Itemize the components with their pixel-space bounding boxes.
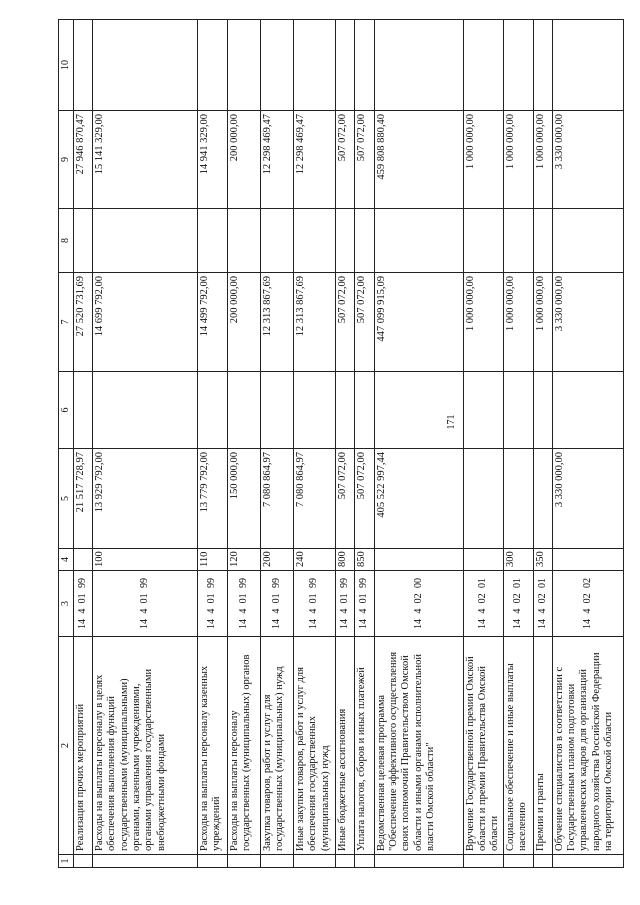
code-part: 01 [77,593,88,604]
value-cell [260,372,293,449]
table-row [293,20,335,868]
code-part: 02 [581,578,593,589]
value-cell: 12 298 469,47 [293,111,335,209]
value-cell: 21 517 728,97 [74,449,93,549]
value-cell [74,372,93,449]
codes-cell [503,571,533,637]
kvr-cell: 800 [335,549,354,571]
value-cell [293,372,335,449]
row-spacer-cell [374,855,463,868]
value-cell: 14 941 329,00 [197,111,227,209]
value-cell: 1 000 000,00 [463,273,503,372]
code-part: 00 [412,578,424,589]
code-part: 02 [412,593,424,604]
code-part: 01 [237,593,249,604]
table-row [74,20,93,868]
table-row [354,20,374,868]
code-part: 14 [477,619,489,629]
code-part: 99 [358,578,370,589]
code-part: 4 [237,608,249,614]
value-cell: 507 072,00 [354,111,374,209]
code-part: 4 [477,608,489,614]
code-part: 01 [512,578,524,589]
table-row [260,20,293,868]
codes-cell [197,571,227,637]
value-cell: 1 000 000,00 [463,111,503,209]
codes-cell [463,571,503,637]
header-cell: 2 [59,637,74,855]
value-cell: 14 699 792,00 [92,273,197,372]
row-spacer-cell [552,855,623,868]
rotated-table-container [58,20,615,868]
kvr-cell: 120 [227,549,260,571]
value-cell: 12 313 867,69 [293,273,335,372]
value-cell: 14 499 792,00 [197,273,227,372]
value-cell: 507 072,00 [335,273,354,372]
value-cell: 15 141 329,00 [92,111,197,209]
table-row [533,20,552,868]
row-spacer-cell [354,855,374,868]
value-cell [533,209,552,273]
code-part: 14 [270,619,282,629]
codes-cell [335,571,354,637]
value-cell: 1 000 000,00 [503,273,533,372]
code-part: 4 [412,608,424,614]
value-cell [552,372,623,449]
row-spacer-cell [503,855,533,868]
header-cell: 3 [59,571,74,637]
code-part: 14 [512,619,524,629]
value-cell: 507 072,00 [335,111,354,209]
kvr-cell [552,549,623,571]
value-cell [293,209,335,273]
value-cell [463,449,503,549]
row-name-cell: Уплата налогов, сборов и иных платежей [354,637,374,855]
value-cell: 13 779 792,00 [197,449,227,549]
header-row [59,20,74,868]
row-name-cell: Расходы на выплаты персоналу государственных (муниципальных) органов [227,637,260,855]
code-part: 4 [512,608,524,614]
page-number: 171 [446,414,457,430]
value-cell [92,372,197,449]
code-part: 02 [536,593,548,604]
codes-cell [552,571,623,637]
header-cell: 4 [59,549,74,571]
codes-cell [74,571,93,637]
kvr-cell: 240 [293,549,335,571]
budget-table [58,19,624,868]
row-name-cell: Расходы на выплаты персоналу в целях обеспечения выполнения функций государственными (муниципальными) органами, казенными учреждениями, органами управления государственными внебюджетными фондами [92,637,197,855]
value-cell [374,20,463,111]
row-spacer-cell [533,855,552,868]
code-part: 4 [536,608,548,614]
value-cell: 13 929 792,00 [92,449,197,549]
kvr-cell [74,549,93,571]
code-part: 99 [138,578,150,589]
value-cell [552,20,623,111]
row-spacer-cell [227,855,260,868]
value-cell [463,209,503,273]
value-cell [533,20,552,111]
row-spacer-cell [335,855,354,868]
code-part: 01 [536,578,548,589]
row-name-cell: Вручение Государственной премии Омской области и премии Правительства Омской области [463,637,503,855]
codes-cell [533,571,552,637]
kvr-cell: 200 [260,549,293,571]
value-cell: 200 000,00 [227,273,260,372]
value-cell: 7 080 864,97 [293,449,335,549]
value-cell [503,372,533,449]
codes-cell [227,571,260,637]
kvr-cell: 850 [354,549,374,571]
row-name-cell: Ведомственная целевая программа "Обеспечение эффективного осуществления своих полномочий Правительством Омской области и иными органами исполнительной власти Омской области" [374,637,463,855]
code-part: 01 [270,593,282,604]
codes-cell [92,571,197,637]
code-part: 02 [477,593,489,604]
code-part: 99 [206,578,218,589]
codes-cell [354,571,374,637]
value-cell: 405 522 997,44 [374,449,463,549]
code-part: 4 [358,608,370,614]
code-part: 01 [358,593,370,604]
table-row [552,20,623,868]
table-row [227,20,260,868]
table-row [197,20,227,868]
codes-cell [260,571,293,637]
value-cell [335,372,354,449]
value-cell: 27 946 870,47 [74,111,93,209]
value-cell [503,20,533,111]
kvr-cell: 100 [92,549,197,571]
value-cell: 7 080 864,97 [260,449,293,549]
code-part: 99 [270,578,282,589]
value-cell: 447 099 915,09 [374,273,463,372]
value-cell [197,20,227,111]
code-part: 4 [77,608,88,614]
header-cell: 7 [59,273,74,372]
value-cell [74,20,93,111]
row-spacer-cell [293,855,335,868]
row-spacer-cell [92,855,197,868]
table-row [503,20,533,868]
value-cell: 12 313 867,69 [260,273,293,372]
row-name-cell: Реализация прочих мероприятий [74,637,93,855]
header-cell: 6 [59,372,74,449]
value-cell [335,20,354,111]
code-part: 4 [270,608,282,614]
row-name-cell: Иные закупки товаров, работ и услуг для обеспечения государственных (муниципальных) нужд [293,637,335,855]
value-cell [197,372,227,449]
code-part: 14 [412,619,424,629]
code-part: 14 [308,619,320,629]
row-name-cell: Иные бюджетные ассигнования [335,637,354,855]
header-cell: 10 [59,20,74,111]
code-part: 02 [581,593,593,604]
kvr-cell [374,549,463,571]
value-cell: 3 330 000,00 [552,111,623,209]
codes-cell [293,571,335,637]
code-part: 01 [138,593,150,604]
value-cell: 507 072,00 [335,449,354,549]
value-cell [227,20,260,111]
value-cell: 1 000 000,00 [503,111,533,209]
row-spacer-cell [260,855,293,868]
row-spacer-cell [463,855,503,868]
value-cell [92,209,197,273]
value-cell: 507 072,00 [354,449,374,549]
value-cell: 150 000,00 [227,449,260,549]
kvr-cell: 300 [503,549,533,571]
value-cell [227,372,260,449]
value-cell: 507 072,00 [354,273,374,372]
kvr-cell [463,549,503,571]
value-cell: 3 330 000,00 [552,449,623,549]
code-part: 01 [308,593,320,604]
table-row [335,20,354,868]
value-cell [92,20,197,111]
code-part: 14 [536,619,548,629]
row-spacer-cell [74,855,93,868]
value-cell [335,209,354,273]
code-part: 99 [338,578,350,589]
table-row [374,20,463,868]
value-cell: 459 808 880,40 [374,111,463,209]
table-row [463,20,503,868]
row-name-cell: Расходы на выплаты персоналу казенных учреждений [197,637,227,855]
code-part: 14 [77,619,88,629]
value-cell [74,209,93,273]
value-cell: 1 000 000,00 [533,111,552,209]
value-cell: 3 330 000,00 [552,273,623,372]
code-part: 99 [77,578,88,589]
code-part: 02 [512,593,524,604]
code-part: 99 [237,578,249,589]
code-part: 4 [206,608,218,614]
kvr-cell: 350 [533,549,552,571]
value-cell [293,20,335,111]
value-cell [197,209,227,273]
value-cell [354,20,374,111]
code-part: 4 [581,608,593,614]
value-cell: 200 000,00 [227,111,260,209]
code-part: 14 [206,619,218,629]
header-cell: 9 [59,111,74,209]
row-name-cell: Социальное обеспечение и иные выплаты населению [503,637,533,855]
value-cell: 1 000 000,00 [533,273,552,372]
header-cell: 8 [59,209,74,273]
code-part: 14 [237,619,249,629]
row-name-cell: Закупка товаров, работ и услуг для государственных (муниципальных) нужд [260,637,293,855]
value-cell [354,372,374,449]
value-cell [374,372,463,449]
value-cell [503,449,533,549]
value-cell [260,20,293,111]
value-cell [260,209,293,273]
code-part: 14 [138,619,150,629]
row-name-cell: Премии и гранты [533,637,552,855]
code-part: 01 [477,578,489,589]
header-cell: 5 [59,449,74,549]
code-part: 4 [338,608,350,614]
table-row [92,20,197,868]
kvr-cell: 110 [197,549,227,571]
code-part: 14 [581,619,593,629]
code-part: 14 [338,619,350,629]
header-cell: 1 [59,855,74,868]
code-part: 4 [138,608,150,614]
code-part: 01 [338,593,350,604]
value-cell [374,209,463,273]
codes-cell [374,571,463,637]
value-cell [463,20,503,111]
code-part: 99 [308,578,320,589]
value-cell [552,209,623,273]
value-cell [533,372,552,449]
value-cell [503,209,533,273]
code-part: 4 [308,608,320,614]
row-spacer-cell [197,855,227,868]
value-cell [354,209,374,273]
code-part: 01 [206,593,218,604]
row-name-cell: Обучение специалистов в соответствии с Государственным планом подготовки управленческих кадров для организаций народного хозяйства Российской Федерации на территории Омской области [552,637,623,855]
value-cell: 27 520 731,69 [74,273,93,372]
code-part: 14 [358,619,370,629]
value-cell [227,209,260,273]
value-cell: 12 298 469,47 [260,111,293,209]
value-cell [533,449,552,549]
value-cell [463,372,503,449]
